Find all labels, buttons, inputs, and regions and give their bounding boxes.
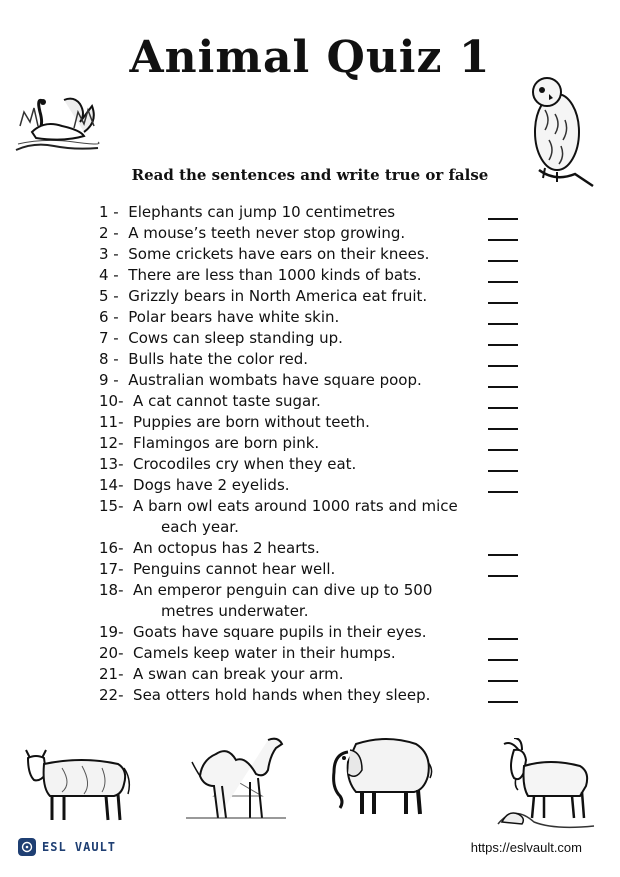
question-number: 12- [99,434,124,452]
answer-blank[interactable] [488,701,518,703]
question-item [99,454,539,475]
question-sentence: Flamingos are born pink. [133,434,320,452]
question-text [133,475,493,496]
question-text [133,685,493,706]
goat-illustration [494,738,598,832]
question-number: 9 - [99,371,119,389]
brand-logo[interactable] [18,838,116,856]
question-item [99,265,539,286]
question-item [99,622,539,643]
question-number: 7 - [99,329,119,347]
brand-name: ESL VAULT [42,840,117,854]
question-item [99,559,539,580]
question-item [99,538,539,559]
question-item [99,391,539,412]
question-item [99,328,539,349]
question-sentence: An emperor penguin can dive up to 500 [133,581,433,599]
question-item [99,685,539,706]
question-number: 22- [99,686,124,704]
question-number: 21- [99,665,124,683]
question-sentence: A cat cannot taste sugar. [133,392,321,410]
question-number: 17- [99,560,124,578]
question-sentence: Cows can sleep standing up. [128,329,343,347]
question-sentence: Australian wombats have square poop. [128,371,422,389]
question-number: 5 - [99,287,119,305]
question-number: 20- [99,644,124,662]
question-continuation: metres underwater. [161,602,309,620]
question-number: 6 - [99,308,119,326]
question-number: 13- [99,455,124,473]
answer-blank[interactable] [488,449,518,451]
question-sentence: A mouse’s teeth never stop growing. [128,224,406,242]
question-sentence: An octopus has 2 hearts. [133,539,320,557]
answer-blank[interactable] [488,239,518,241]
question-sentence: Goats have square pupils in their eyes. [133,623,427,641]
question-number: 8 - [99,350,119,368]
question-item [99,433,539,454]
question-item [99,580,539,622]
question-text [133,643,493,664]
answer-blank[interactable] [488,218,518,220]
question-sentence: Polar bears have white skin. [128,308,340,326]
vault-icon [18,838,36,856]
question-list [99,202,539,706]
question-text [133,454,493,475]
question-text [133,433,493,454]
question-sentence: Grizzly bears in North America eat fruit. [128,287,428,305]
question-item [99,286,539,307]
question-sentence: Bulls hate the color red. [128,350,309,368]
question-item [99,664,539,685]
question-sentence: Camels keep water in their humps. [133,644,396,662]
answer-blank[interactable] [488,470,518,472]
answer-blank[interactable] [488,302,518,304]
question-sentence: Puppies are born without teeth. [133,413,370,431]
question-item [99,643,539,664]
question-sentence: Sea otters hold hands when they sleep. [133,686,431,704]
answer-blank[interactable] [488,638,518,640]
question-text [128,349,488,370]
question-item [99,307,539,328]
question-text [128,307,488,328]
question-sentence: Penguins cannot hear well. [133,560,336,578]
answer-blank[interactable] [488,659,518,661]
question-number: 19- [99,623,124,641]
question-number: 3 - [99,245,119,263]
question-item [99,202,539,223]
question-text [133,580,493,622]
answer-blank[interactable] [488,260,518,262]
question-text [128,286,488,307]
answer-blank[interactable] [488,407,518,409]
question-sentence: A barn owl eats around 1000 rats and mice [133,497,458,515]
question-text [128,223,488,244]
question-number: 10- [99,392,124,410]
camel-illustration [184,726,288,822]
question-number: 11- [99,413,124,431]
site-url-link[interactable]: https://eslvault.com [470,840,582,855]
answer-blank[interactable] [488,386,518,388]
question-item [99,496,539,538]
question-number: 16- [99,539,124,557]
question-text [133,622,493,643]
question-text [133,391,493,412]
question-continuation: each year. [161,518,239,536]
question-number: 1 - [99,203,119,221]
question-number: 2 - [99,224,119,242]
question-text [128,265,488,286]
question-text [133,559,493,580]
question-text [133,664,493,685]
answer-blank[interactable] [488,365,518,367]
question-item [99,475,539,496]
answer-blank[interactable] [488,680,518,682]
question-number: 4 - [99,266,119,284]
question-text [133,496,493,538]
question-text [128,202,488,223]
cow-illustration [22,744,134,824]
elephant-illustration [326,732,436,818]
question-text [128,370,488,391]
question-number: 18- [99,581,124,599]
instructions: Read the sentences and write true or false [131,166,489,184]
question-text [128,328,488,349]
question-item [99,370,539,391]
question-sentence: Some crickets have ears on their knees. [128,245,430,263]
question-text [128,244,488,265]
question-sentence: A swan can break your arm. [133,665,344,683]
answer-blank[interactable] [488,281,518,283]
answer-blank[interactable] [488,428,518,430]
question-item [99,349,539,370]
answer-blank[interactable] [488,554,518,556]
question-sentence: Crocodiles cry when they eat. [133,455,357,473]
question-text [133,412,493,433]
question-item [99,223,539,244]
question-text [133,538,493,559]
answer-blank[interactable] [488,344,518,346]
answer-blank[interactable] [488,575,518,577]
question-sentence: Elephants can jump 10 centimetres [128,203,396,221]
question-sentence: Dogs have 2 eyelids. [133,476,290,494]
question-item [99,244,539,265]
question-number: 15- [99,497,124,515]
swan-illustration [14,92,100,154]
page-title: Animal Quiz 1 [129,32,491,83]
question-sentence: There are less than 1000 kinds of bats. [128,266,422,284]
question-item [99,412,539,433]
answer-blank[interactable] [488,491,518,493]
question-number: 14- [99,476,124,494]
answer-blank[interactable] [488,323,518,325]
